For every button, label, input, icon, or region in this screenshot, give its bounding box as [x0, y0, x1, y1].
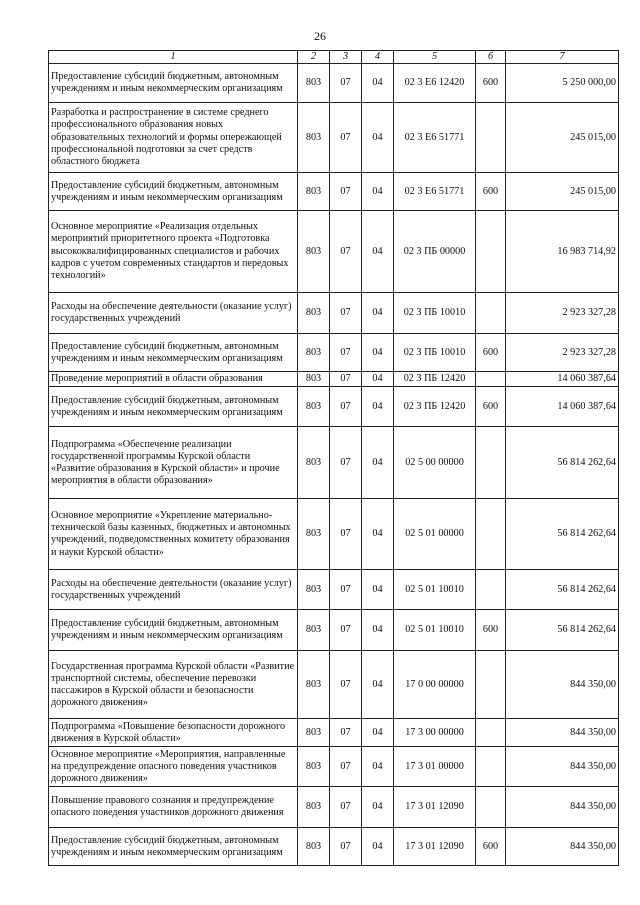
section-code: 07: [330, 103, 362, 173]
row-name: Проведение мероприятий в области образования: [49, 372, 298, 387]
target-article-code: 17 3 01 12090: [394, 828, 476, 866]
subsection-code: 04: [362, 173, 394, 211]
column-number-row: [49, 51, 619, 64]
section-code: 07: [330, 64, 362, 103]
section-code: 07: [330, 610, 362, 651]
table-row: [49, 64, 619, 103]
row-name: Предоставление субсидий бюджетным, автономным учреждениям и иным некоммерческим организациям: [49, 387, 298, 427]
row-name: Государственная программа Курской области «Развитие транспортной системы, обеспечение перевозки пассажиров в Курской области и безопасности дорожного движения»: [49, 651, 298, 719]
column-header: 4: [362, 51, 394, 64]
target-article-code: 02 5 00 00000: [394, 427, 476, 499]
table-row: [49, 787, 619, 828]
row-name: Подпрограмма «Обеспечение реализации государственной программы Курской области «Развитие образования в Курской области» и прочие мероприятия в области образования»: [49, 427, 298, 499]
ministry-code: 803: [298, 427, 330, 499]
table-row: [49, 651, 619, 719]
target-article-code: 02 3 ПБ 12420: [394, 387, 476, 427]
amount: 844 350,00: [506, 828, 619, 866]
subsection-code: 04: [362, 570, 394, 610]
column-header: 1: [49, 51, 298, 64]
expense-type-code: [476, 211, 506, 293]
table-row: [49, 173, 619, 211]
table-row: [49, 828, 619, 866]
amount: 844 350,00: [506, 651, 619, 719]
target-article-code: 02 3 E6 51771: [394, 173, 476, 211]
ministry-code: 803: [298, 499, 330, 570]
expense-type-code: 600: [476, 173, 506, 211]
subsection-code: 04: [362, 747, 394, 787]
ministry-code: 803: [298, 372, 330, 387]
section-code: 07: [330, 499, 362, 570]
section-code: 07: [330, 211, 362, 293]
subsection-code: 04: [362, 719, 394, 747]
expense-type-code: [476, 651, 506, 719]
subsection-code: 04: [362, 372, 394, 387]
expense-type-code: 600: [476, 64, 506, 103]
ministry-code: 803: [298, 103, 330, 173]
table-row: [49, 719, 619, 747]
ministry-code: 803: [298, 719, 330, 747]
row-name: Предоставление субсидий бюджетным, автономным учреждениям и иным некоммерческим организациям: [49, 173, 298, 211]
row-name: Разработка и распространение в системе среднего профессионального образования новых образовательных технологий и формы опережающей профессиональной подготовки за счет средств областного бюджета: [49, 103, 298, 173]
table-row: [49, 499, 619, 570]
section-code: 07: [330, 787, 362, 828]
target-article-code: 02 3 E6 12420: [394, 64, 476, 103]
section-code: 07: [330, 570, 362, 610]
table-row: [49, 293, 619, 334]
target-article-code: 02 3 ПБ 12420: [394, 372, 476, 387]
column-header: 7: [506, 51, 619, 64]
amount: 245 015,00: [506, 103, 619, 173]
target-article-code: 17 3 00 00000: [394, 719, 476, 747]
row-name: Расходы на обеспечение деятельности (оказание услуг) государственных учреждений: [49, 293, 298, 334]
column-header: 2: [298, 51, 330, 64]
amount: 844 350,00: [506, 787, 619, 828]
table-row: [49, 747, 619, 787]
subsection-code: 04: [362, 293, 394, 334]
row-name: Повышение правового сознания и предупреждение опасного поведения участников дорожного движения: [49, 787, 298, 828]
ministry-code: 803: [298, 651, 330, 719]
target-article-code: 02 3 E6 51771: [394, 103, 476, 173]
table-row: [49, 372, 619, 387]
amount: 5 250 000,00: [506, 64, 619, 103]
amount: 56 814 262,64: [506, 499, 619, 570]
ministry-code: 803: [298, 747, 330, 787]
amount: 16 983 714,92: [506, 211, 619, 293]
amount: 14 060 387,64: [506, 387, 619, 427]
budget-table: [48, 50, 619, 866]
amount: 844 350,00: [506, 747, 619, 787]
table-row: [49, 387, 619, 427]
ministry-code: 803: [298, 293, 330, 334]
row-name: Основное мероприятие «Мероприятия, направленные на предупреждение опасного поведения участников дорожного движения»: [49, 747, 298, 787]
subsection-code: 04: [362, 427, 394, 499]
section-code: 07: [330, 719, 362, 747]
table-row: [49, 610, 619, 651]
section-code: 07: [330, 651, 362, 719]
ministry-code: 803: [298, 610, 330, 651]
row-name: Предоставление субсидий бюджетным, автономным учреждениям и иным некоммерческим организациям: [49, 610, 298, 651]
target-article-code: 02 3 ПБ 10010: [394, 293, 476, 334]
amount: 14 060 387,64: [506, 372, 619, 387]
section-code: 07: [330, 173, 362, 211]
ministry-code: 803: [298, 64, 330, 103]
section-code: 07: [330, 828, 362, 866]
target-article-code: 02 5 01 00000: [394, 499, 476, 570]
section-code: 07: [330, 372, 362, 387]
target-article-code: 17 3 01 00000: [394, 747, 476, 787]
ministry-code: 803: [298, 387, 330, 427]
ministry-code: 803: [298, 828, 330, 866]
target-article-code: 02 3 ПБ 10010: [394, 334, 476, 372]
ministry-code: 803: [298, 211, 330, 293]
expense-type-code: 600: [476, 387, 506, 427]
amount: 2 923 327,28: [506, 293, 619, 334]
subsection-code: 04: [362, 103, 394, 173]
expense-type-code: [476, 570, 506, 610]
target-article-code: 17 3 01 12090: [394, 787, 476, 828]
subsection-code: 04: [362, 610, 394, 651]
expense-type-code: [476, 499, 506, 570]
amount: 245 015,00: [506, 173, 619, 211]
expense-type-code: 600: [476, 828, 506, 866]
subsection-code: 04: [362, 64, 394, 103]
subsection-code: 04: [362, 387, 394, 427]
section-code: 07: [330, 427, 362, 499]
ministry-code: 803: [298, 570, 330, 610]
expense-type-code: [476, 372, 506, 387]
amount: 56 814 262,64: [506, 610, 619, 651]
target-article-code: 02 5 01 10010: [394, 610, 476, 651]
subsection-code: 04: [362, 334, 394, 372]
subsection-code: 04: [362, 787, 394, 828]
amount: 2 923 327,28: [506, 334, 619, 372]
target-article-code: 02 3 ПБ 00000: [394, 211, 476, 293]
expense-type-code: 600: [476, 334, 506, 372]
row-name: Основное мероприятие «Укрепление материально-технической базы казенных, бюджетных и автономных учреждений, подведомственных комитету образования и науки Курской области»: [49, 499, 298, 570]
row-name: Расходы на обеспечение деятельности (оказание услуг) государственных учреждений: [49, 570, 298, 610]
row-name: Подпрограмма «Повышение безопасности дорожного движения в Курской области»: [49, 719, 298, 747]
table-row: [49, 334, 619, 372]
expense-type-code: 600: [476, 610, 506, 651]
expense-type-code: [476, 787, 506, 828]
row-name: Основное мероприятие «Реализация отдельных мероприятий приоритетного проекта «Подготовка высококвалифицированных специалистов и рабочих кадров с учетом современных стандартов и передовых технологий»: [49, 211, 298, 293]
table-row: [49, 103, 619, 173]
ministry-code: 803: [298, 334, 330, 372]
section-code: 07: [330, 334, 362, 372]
table-row: [49, 211, 619, 293]
column-header: 5: [394, 51, 476, 64]
column-header: 3: [330, 51, 362, 64]
amount: 56 814 262,64: [506, 427, 619, 499]
table-row: [49, 427, 619, 499]
expense-type-code: [476, 719, 506, 747]
page-number: 26: [314, 29, 326, 43]
section-code: 07: [330, 293, 362, 334]
ministry-code: 803: [298, 787, 330, 828]
subsection-code: 04: [362, 211, 394, 293]
target-article-code: 02 5 01 10010: [394, 570, 476, 610]
subsection-code: 04: [362, 828, 394, 866]
ministry-code: 803: [298, 173, 330, 211]
row-name: Предоставление субсидий бюджетным, автономным учреждениям и иным некоммерческим организациям: [49, 828, 298, 866]
expense-type-code: [476, 747, 506, 787]
expense-type-code: [476, 293, 506, 334]
subsection-code: 04: [362, 499, 394, 570]
row-name: Предоставление субсидий бюджетным, автономным учреждениям и иным некоммерческим организациям: [49, 64, 298, 103]
subsection-code: 04: [362, 651, 394, 719]
amount: 844 350,00: [506, 719, 619, 747]
section-code: 07: [330, 747, 362, 787]
row-name: Предоставление субсидий бюджетным, автономным учреждениям и иным некоммерческим организациям: [49, 334, 298, 372]
amount: 56 814 262,64: [506, 570, 619, 610]
expense-type-code: [476, 103, 506, 173]
target-article-code: 17 0 00 00000: [394, 651, 476, 719]
column-header: 6: [476, 51, 506, 64]
section-code: 07: [330, 387, 362, 427]
table-row: [49, 570, 619, 610]
expense-type-code: [476, 427, 506, 499]
